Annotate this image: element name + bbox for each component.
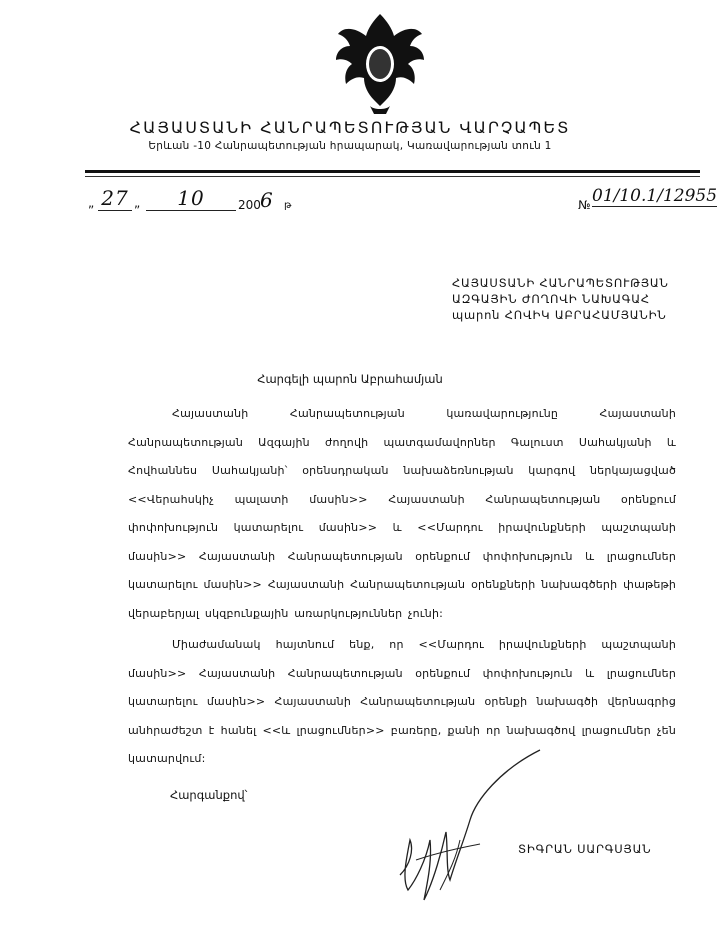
- date-month: 10: [146, 186, 236, 211]
- letter-body: [128, 400, 676, 777]
- date-year-suffix: 6: [260, 188, 274, 212]
- letterhead-divider: [85, 170, 700, 173]
- closing: Հարգանքով՝: [170, 788, 248, 802]
- recipient-block: [452, 275, 692, 323]
- reference-prefix: №: [578, 198, 591, 212]
- recipient-line-3: պարոն ՀՈՎԻԿ ԱԲՐԱՀԱՄՅԱՆԻՆ: [452, 308, 667, 322]
- recipient-line-2: ԱԶԳԱՅԻՆ ԺՈՂՈՎԻ ՆԱԽԱԳԱՀ: [452, 292, 650, 306]
- date-year-prefix: 200: [238, 198, 261, 212]
- signer-name: ՏԻԳՐԱՆ ՍԱՐԳՍՅԱՆ: [518, 842, 652, 856]
- recipient-line-1: ՀԱՅԱՍՏԱՆԻ ՀԱՆՐԱՊԵՏՈՒԹՅԱՆ: [452, 276, 669, 290]
- date-close-quote: „: [134, 196, 141, 210]
- letterhead-address: Երևան -10 Հանրապետության հրապարակ, Կառավարության տուն 1: [148, 140, 552, 152]
- salutation: Հարգելի պարոն Աբրահամյան: [257, 372, 443, 386]
- date-day: 27: [98, 186, 132, 211]
- signature-icon: [380, 740, 550, 920]
- coat-of-arms-icon: [330, 6, 430, 116]
- date-suffix: թ: [284, 200, 292, 211]
- letterhead-divider-thin: [85, 176, 700, 177]
- body-paragraph-1: Հայաստանի Հանրապետության կառավարությունը Հայաստանի Հանրապետության Ազգային ժողովի պատգամավորներ Գալուստ Սահակյանի և Հովհաննես Սահակյանի՝ օրենսդրական նախաձեռնության կարգով ներկայացված <<Վերահսկիչ պալատի մասին>> Հայաստանի Հանրապետության օրենքում փոփոխություն կատարելու մասին>> և <<Մարդու իրավունքների պաշտպանի մասին>> Հայաստանի Հանրապետության օրենքում փոփոխություն և լրացումներ կատարելու մասին>> Հայաստանի Հանրապետության օրենքների նախագծերի փաթեթի վերաբերյալ սկզբունքային առարկություններ չունի:: [128, 407, 676, 620]
- date-open-quote: „: [88, 196, 95, 210]
- letterhead-title: ՀԱՅԱՍՏԱՆԻ ՀԱՆՐԱՊԵՏՈՒԹՅԱՆ ՎԱՐՉԱՊԵՏ: [129, 118, 571, 137]
- reference-value: 01/10.1/12955: [592, 186, 717, 206]
- body-paragraph-2: Միաժամանակ հայտնում ենք, որ <<Մարդու իրավունքների պաշտպանի մասին>> Հայաստանի Հանրապետության օրենքում փոփոխություն և լրացումներ կատարելու մասին>> Հայաստանի Հանրապետության օրենքի նախագծի վերնագրից անհրաժեշտ է հանել <<և լրացումներ>> բառերը, քանի որ նախագծով լրացումներ չեն կատարվում:: [128, 638, 676, 765]
